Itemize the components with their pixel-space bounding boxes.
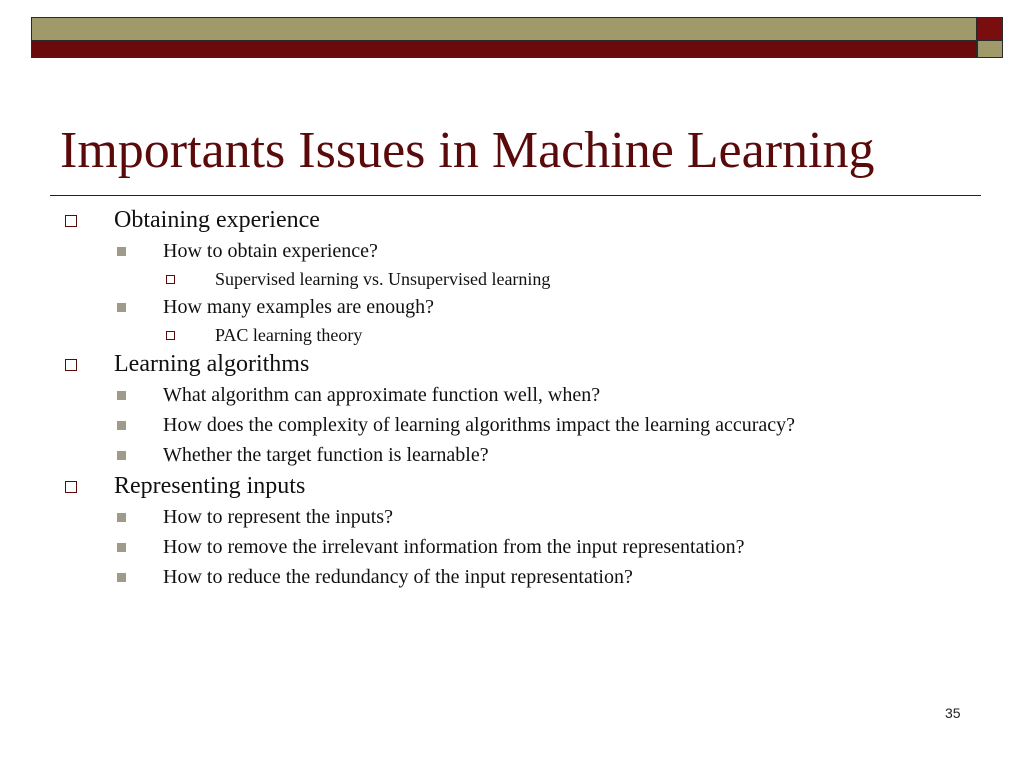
bullet-text: Representing inputs — [114, 473, 306, 499]
bullet-text: Whether the target function is learnable? — [163, 444, 489, 466]
bullet-text: PAC learning theory — [215, 325, 363, 345]
list-item — [0, 563, 1024, 591]
list-item — [0, 267, 1024, 291]
bullet-text: What algorithm can approximate function well, when? — [163, 384, 601, 406]
hollow-square-bullet-icon — [166, 331, 175, 340]
bullet-text: How to remove the irrelevant information from the input representation? — [163, 536, 745, 558]
bullet-list — [0, 203, 1024, 591]
bullet-text: How many examples are enough? — [163, 296, 435, 318]
header-corner-square-top — [977, 17, 1003, 41]
list-item — [0, 237, 1024, 265]
hollow-square-bullet-icon — [65, 215, 77, 227]
filled-square-bullet-icon — [117, 421, 126, 430]
list-item — [0, 205, 1024, 235]
list-item — [0, 381, 1024, 409]
filled-square-bullet-icon — [117, 391, 126, 400]
filled-square-bullet-icon — [117, 513, 126, 522]
list-item — [0, 411, 1024, 439]
page-number: 35 — [945, 705, 961, 721]
header-corner-square-bottom — [977, 41, 1003, 58]
filled-square-bullet-icon — [117, 303, 126, 312]
list-item — [0, 293, 1024, 321]
header-bar-bottom — [31, 41, 977, 58]
bullet-text: Supervised learning vs. Unsupervised learning — [215, 269, 551, 289]
filled-square-bullet-icon — [117, 451, 126, 460]
filled-square-bullet-icon — [117, 573, 126, 582]
bullet-text: How does the complexity of learning algorithms impact the learning accuracy? — [163, 414, 796, 436]
list-item — [0, 441, 1024, 469]
hollow-square-bullet-icon — [65, 481, 77, 493]
filled-square-bullet-icon — [117, 543, 126, 552]
list-item — [0, 471, 1024, 501]
bullet-text: How to obtain experience? — [163, 240, 378, 262]
bullet-text: Learning algorithms — [114, 351, 310, 377]
title-divider — [50, 195, 981, 196]
list-item — [0, 349, 1024, 379]
list-item — [0, 503, 1024, 531]
bullet-text: How to represent the inputs? — [163, 506, 393, 528]
list-item — [0, 323, 1024, 347]
slide-title: Importants Issues in Machine Learning — [60, 122, 875, 179]
bullet-text: How to reduce the redundancy of the input representation? — [163, 566, 633, 588]
filled-square-bullet-icon — [117, 247, 126, 256]
bullet-text: Obtaining experience — [114, 207, 320, 233]
list-item — [0, 533, 1024, 561]
header-bar-top — [31, 17, 977, 41]
hollow-square-bullet-icon — [65, 359, 77, 371]
hollow-square-bullet-icon — [166, 275, 175, 284]
